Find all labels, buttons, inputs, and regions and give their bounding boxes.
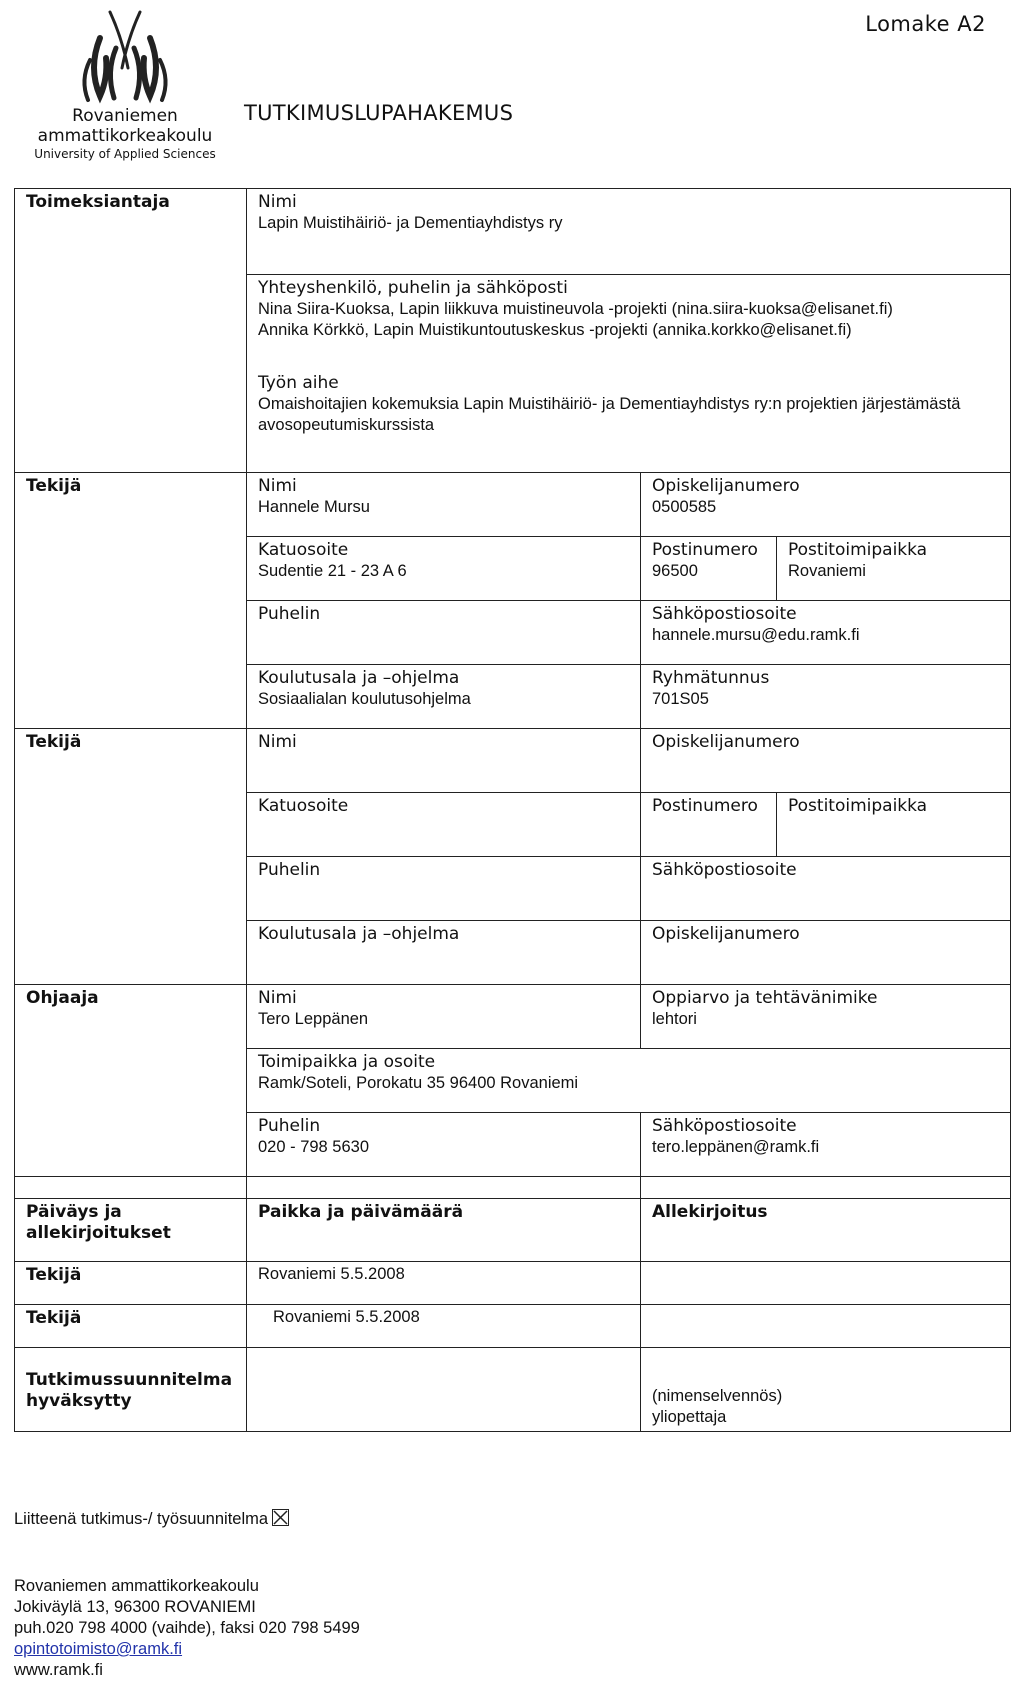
logo [30, 8, 220, 162]
flame-logo-icon [70, 8, 180, 104]
field-label: Postitoimipaikka [788, 540, 928, 560]
approval-line2: hyväksytty [26, 1391, 132, 1411]
author2-phone-cell[interactable] [247, 857, 641, 921]
author1-street-cell[interactable] [247, 537, 641, 601]
signature-row-label: Tekijä [15, 1305, 247, 1348]
author1-program: Sosiaalialan koulutusohjelma [258, 690, 471, 708]
contact-address [14, 1576, 360, 1681]
spacer-cell [641, 1177, 1011, 1199]
author2-city-cell[interactable] [777, 793, 1011, 857]
author2-student-no2-cell[interactable] [641, 921, 1011, 985]
author1-name-cell[interactable] [247, 473, 641, 537]
footer-phones: puh.020 798 4000 (vaihde), faksi 020 798 5499 [14, 1619, 360, 1637]
field-label: Ryhmätunnus [652, 668, 770, 688]
author1-city-cell[interactable] [777, 537, 1011, 601]
section-author-2: Tekijä [15, 729, 247, 985]
author1-student-no-cell[interactable] [641, 473, 1011, 537]
signatures-line1: Päiväys ja [26, 1202, 122, 1222]
field-label: Työn aihe [258, 372, 339, 393]
section-signatures [15, 1199, 247, 1262]
contact-person-2: Annika Körkkö, Lapin Muistikuntoutuskeskus -projekti (annika.korkko@elisanet.fi) [258, 321, 852, 339]
supervisor-phone: 020 - 798 5630 [258, 1138, 370, 1156]
author1-street: Sudentie 21 - 23 A 6 [258, 562, 407, 580]
author1-email-cell[interactable] [641, 601, 1011, 665]
spacer-row [15, 1177, 1011, 1199]
supervisor-name: Tero Leppänen [258, 1010, 369, 1028]
signature-row-label: Tekijä [15, 1262, 247, 1305]
attachment-checkbox[interactable] [272, 1509, 289, 1526]
footer-web: www.ramk.fi [14, 1661, 103, 1679]
author2-postcode-cell[interactable] [641, 793, 777, 857]
logo-line2: ammattikorkeakoulu [37, 126, 213, 146]
field-label: Sähköpostiosoite [652, 860, 797, 880]
field-label: Yhteyshenkilö, puhelin ja sähköposti [258, 278, 568, 298]
field-label: Nimi [258, 476, 297, 496]
commissioner-name: Lapin Muistihäiriö- ja Dementiayhdistys ry [258, 214, 563, 232]
supervisor-phone-cell[interactable] [247, 1113, 641, 1177]
field-label: Postinumero [652, 540, 758, 560]
logo-line1: Rovaniemen [72, 106, 178, 126]
name-clarification: (nimenselvennös) [652, 1387, 783, 1405]
approver-role: yliopettaja [652, 1408, 727, 1426]
signature-header: Allekirjoitus [641, 1199, 1011, 1262]
author1-program-cell[interactable] [247, 665, 641, 729]
author1-email: hannele.mursu@edu.ramk.fi [652, 626, 860, 644]
author1-group-cell[interactable] [641, 665, 1011, 729]
application-form [14, 188, 1011, 1432]
work-topic-line1: Omaishoitajien kokemuksia Lapin Muistihäiriö- ja Dementiayhdistys ry:n projektien järjestämästä [258, 394, 961, 413]
signatures-line2: allekirjoitukset [26, 1223, 171, 1243]
author2-place-date[interactable]: Rovaniemi 5.5.2008 [247, 1305, 641, 1348]
supervisor-office-cell[interactable] [247, 1049, 1011, 1113]
supervisor-email-cell[interactable] [641, 1113, 1011, 1177]
supervisor-office: Ramk/Soteli, Porokatu 35 96400 Rovaniemi [258, 1074, 579, 1092]
field-label: Postitoimipaikka [788, 796, 928, 816]
author1-city: Rovaniemi [788, 562, 866, 580]
field-label: Postinumero [652, 796, 758, 816]
spacer-cell [247, 1177, 641, 1199]
field-label: Nimi [258, 988, 297, 1008]
author1-student-no: 0500585 [652, 498, 717, 516]
author2-name-cell[interactable] [247, 729, 641, 793]
section-author-1: Tekijä [15, 473, 247, 729]
document-title: TUTKIMUSLUPAHAKEMUS [244, 101, 514, 125]
author1-postcode: 96500 [652, 562, 698, 580]
place-date-header: Paikka ja päivämäärä [247, 1199, 641, 1262]
field-label: Oppiarvo ja tehtävänimike [652, 988, 878, 1008]
form-id: Lomake A2 [865, 12, 986, 36]
section-commissioner: Toimeksiantaja [15, 189, 247, 473]
author2-program-cell[interactable] [247, 921, 641, 985]
field-label: Puhelin [258, 860, 321, 880]
supervisor-title: lehtori [652, 1010, 697, 1028]
field-label: Sähköpostiosoite [652, 604, 797, 624]
field-label: Nimi [258, 192, 297, 212]
author2-street-cell[interactable] [247, 793, 641, 857]
work-topic-line2: avosopeutumiskurssista [258, 415, 435, 434]
attachment-note [14, 1509, 289, 1530]
section-approval [15, 1348, 247, 1432]
attachment-label: Liitteenä tutkimus-/ työsuunnitelma [14, 1510, 269, 1528]
field-label: Nimi [258, 732, 297, 752]
footer-email-link[interactable]: opintotoimisto@ramk.fi [14, 1640, 183, 1658]
author1-signature[interactable] [641, 1262, 1011, 1305]
author1-name: Hannele Mursu [258, 498, 370, 516]
field-label: Puhelin [258, 604, 321, 624]
author1-group: 701S05 [652, 690, 709, 708]
approval-place-date[interactable] [247, 1348, 641, 1432]
field-label: Opiskelijanumero [652, 732, 800, 752]
field-label: Opiskelijanumero [652, 924, 800, 944]
field-label: Katuosoite [258, 796, 349, 816]
approval-signature-cell[interactable] [641, 1348, 1011, 1432]
author2-email-cell[interactable] [641, 857, 1011, 921]
approval-line1: Tutkimussuunnitelma [26, 1370, 233, 1390]
author2-student-no-cell[interactable] [641, 729, 1011, 793]
field-label: Puhelin [258, 1116, 321, 1136]
author1-postcode-cell[interactable] [641, 537, 777, 601]
checked-x-icon [273, 1510, 288, 1525]
supervisor-title-cell[interactable] [641, 985, 1011, 1049]
contact-person-1: Nina Siira-Kuoksa, Lapin liikkuva muistineuvola -projekti (nina.siira-kuoksa@elisanet.fi) [258, 300, 893, 318]
field-label: Opiskelijanumero [652, 476, 800, 496]
footer-org: Rovaniemen ammattikorkeakoulu [14, 1577, 259, 1595]
work-topic-cell[interactable] [247, 370, 1011, 473]
commissioner-name-cell[interactable] [247, 189, 1011, 275]
field-label: Koulutusala ja –ohjelma [258, 668, 460, 688]
supervisor-name-cell[interactable] [247, 985, 641, 1049]
spacer-cell [15, 1177, 247, 1199]
author1-place-date[interactable]: Rovaniemi 5.5.2008 [247, 1262, 641, 1305]
field-label: Toimipaikka ja osoite [258, 1052, 436, 1072]
supervisor-email: tero.leppänen@ramk.fi [652, 1138, 820, 1156]
author2-signature[interactable] [641, 1305, 1011, 1348]
field-label: Sähköpostiosoite [652, 1116, 797, 1136]
section-supervisor: Ohjaaja [15, 985, 247, 1177]
footer-street: Jokiväylä 13, 96300 ROVANIEMI [14, 1598, 256, 1616]
field-label: Koulutusala ja –ohjelma [258, 924, 460, 944]
author1-phone-cell[interactable] [247, 601, 641, 665]
field-label: Katuosoite [258, 540, 349, 560]
logo-line3: University of Applied Sciences [34, 147, 216, 161]
commissioner-contact-cell[interactable] [247, 275, 1011, 370]
